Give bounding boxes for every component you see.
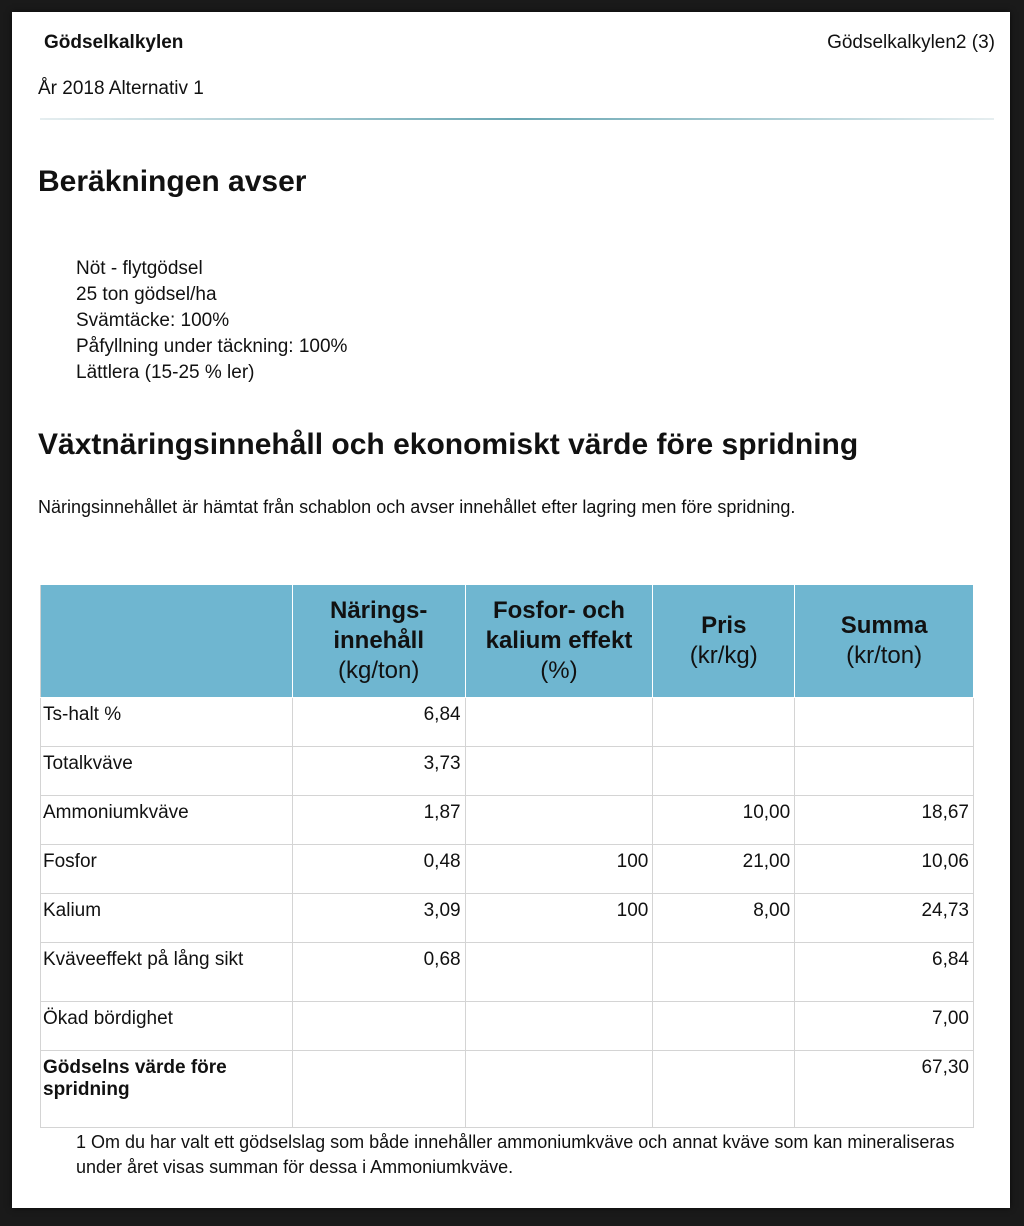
cell-content: 0,68 — [292, 943, 465, 1002]
cell-effect — [465, 943, 653, 1002]
table-total-row — [41, 1051, 974, 1128]
column-unit: (kr/ton) — [846, 642, 923, 669]
calculation-details — [76, 256, 347, 386]
table-row — [41, 845, 974, 894]
cell-price: 8,00 — [653, 894, 795, 943]
cell-sum — [795, 747, 974, 796]
cell-price: 21,00 — [653, 845, 795, 894]
cell-effect — [465, 796, 653, 845]
document-subtitle: År 2018 Alternativ 1 — [38, 78, 204, 99]
table-row — [41, 894, 974, 943]
column-header-label — [41, 585, 293, 698]
cell-content: 1,87 — [292, 796, 465, 845]
cell-sum: 6,84 — [795, 943, 974, 1002]
table-row — [41, 747, 974, 796]
cell-price — [653, 1051, 795, 1128]
cell-effect: 100 — [465, 845, 653, 894]
row-label: Fosfor — [41, 845, 293, 894]
table-row — [41, 943, 974, 1002]
cell-content: 3,73 — [292, 747, 465, 796]
column-unit: (kr/kg) — [689, 642, 758, 669]
cell-price — [653, 1002, 795, 1051]
column-unit: (%) — [540, 657, 578, 684]
header-divider — [40, 118, 994, 120]
calculation-line: Lättlera (15-25 % ler) — [76, 362, 255, 383]
column-header-sum — [795, 585, 974, 698]
row-label: Kalium — [41, 894, 293, 943]
cell-sum: 10,06 — [795, 845, 974, 894]
cell-effect — [465, 747, 653, 796]
cell-sum: 67,30 — [795, 1051, 974, 1128]
column-header-price — [653, 585, 795, 698]
calculation-line: Påfyllning under täckning: 100% — [76, 336, 348, 357]
cell-price: 10,00 — [653, 796, 795, 845]
cell-content: 3,09 — [292, 894, 465, 943]
column-title: Pris — [701, 612, 747, 639]
column-title: Fosfor- och kalium effekt — [485, 597, 633, 654]
calculation-line: Svämtäcke: 100% — [76, 310, 230, 331]
table-row — [41, 1002, 974, 1051]
column-title: Summa — [840, 612, 928, 639]
column-unit: (kg/ton) — [337, 657, 420, 684]
cell-price — [653, 698, 795, 747]
calculation-line: 25 ton gödsel/ha — [76, 284, 217, 305]
row-label: Gödselns värde före spridning — [41, 1051, 293, 1128]
cell-content: 0,48 — [292, 845, 465, 894]
cell-sum: 24,73 — [795, 894, 974, 943]
row-label: Kväveeffekt på lång sikt — [41, 943, 293, 1002]
cell-sum: 7,00 — [795, 1002, 974, 1051]
document-page — [12, 12, 1010, 1208]
nutrients-table — [40, 584, 974, 1128]
cell-sum: 18,67 — [795, 796, 974, 845]
cell-price — [653, 943, 795, 1002]
table-header-row — [41, 585, 974, 698]
row-label: Totalkväve — [41, 747, 293, 796]
footnote: 1 Om du har valt ett gödselslag som både innehåller ammoniumkväve och annat kväve som kan mineraliseras under året visas summan för dessa i Ammoniumkväve. — [76, 1132, 955, 1177]
cell-price — [653, 747, 795, 796]
row-label: Ts-halt % — [41, 698, 293, 747]
cell-content — [292, 1002, 465, 1051]
app-name: Gödselkalkylen — [44, 32, 184, 53]
table-row — [41, 698, 974, 747]
cell-effect — [465, 1051, 653, 1128]
document-name: Gödselkalkylen2 (3) — [827, 32, 995, 53]
cell-sum — [795, 698, 974, 747]
column-title: Närings- innehåll — [330, 597, 428, 654]
cell-effect: 100 — [465, 894, 653, 943]
nutrients-heading: Växtnäringsinnehåll och ekonomiskt värde före spridning — [38, 428, 859, 461]
nutrients-description: Näringsinnehållet är hämtat från schablon och avser innehållet efter lagring men före spridning. — [38, 497, 796, 517]
column-header-effect — [465, 585, 653, 698]
row-label: Ökad bördighet — [41, 1002, 293, 1051]
cell-content: 6,84 — [292, 698, 465, 747]
calculation-heading: Beräkningen avser — [38, 165, 307, 198]
column-header-content — [292, 585, 465, 698]
cell-content — [292, 1051, 465, 1128]
row-label: Ammoniumkväve — [41, 796, 293, 845]
table-row — [41, 796, 974, 845]
cell-effect — [465, 698, 653, 747]
cell-effect — [465, 1002, 653, 1051]
calculation-line: Nöt - flytgödsel — [76, 258, 203, 279]
